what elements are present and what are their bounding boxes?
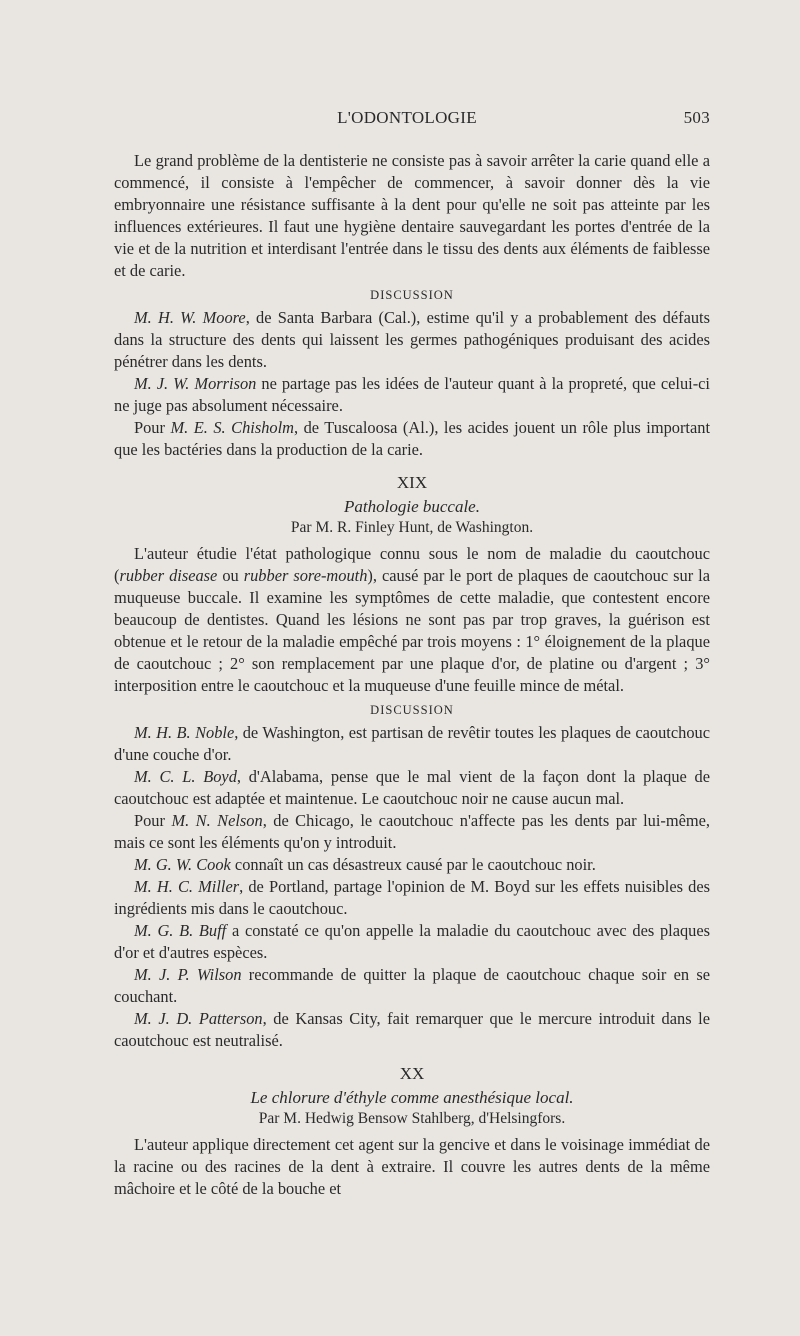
discussion-heading-2: DISCUSSION bbox=[370, 703, 454, 717]
discussion-heading-1: DISCUSSION bbox=[370, 288, 454, 302]
discussion2-item-2: M. C. L. Boyd, d'Alabama, pense que le mal vient de la façon dont la plaque de caoutchouc est adaptée et maintenue. Le caoutchouc noir ne cause aucun mal. bbox=[114, 767, 710, 808]
speaker-name: M. E. S. Chisholm bbox=[170, 418, 294, 437]
section19-body: L'auteur étudie l'état pathologique connu sous le nom de maladie du caoutchouc (rubber disease ou rubber sore-mouth), causé par le port de plaques de caoutchouc sur la muqueuse buccale. Il examine les symptômes de cette maladie, que contestent encore beaucoup de dentistes. Quand les lésions ne sont pas par trop graves, la guérison est obtenue et le retour de la maladie empêché par trois moyens : 1° éloignement de la plaque de caoutchouc ; 2° son remplacement par une plaque d'or, de platine ou d'argent ; 3° interposition entre le caoutchouc et la muqueuse d'une feuille mince de métal. bbox=[114, 544, 710, 695]
discussion2-item-6: M. G. B. Buff a constaté ce qu'on appelle la maladie du caoutchouc avec des plaques d'or et d'autres espèces. bbox=[114, 921, 711, 962]
speaker-name: M. H. W. Moore bbox=[134, 308, 246, 327]
discussion2-item-7: M. J. P. Wilson recommande de quitter la plaque de caoutchouc chaque soir en se couchant. bbox=[114, 965, 710, 1006]
section-title-19: Pathologie buccale. bbox=[344, 497, 480, 516]
section-number-19: XIX bbox=[396, 473, 428, 492]
journal-title: L'ODONTOLOGIE bbox=[337, 108, 477, 127]
discussion1-item-1: M. H. W. Moore, de Santa Barbara (Cal.), estime qu'il y a probablement des défauts dans la structure des dents qui laissent les germes pathogéniques produisant des acides pénétrer dans les dents. bbox=[114, 308, 710, 371]
section20-body: L'auteur applique directement cet agent sur la gencive et dans le voisinage immédiat de la racine ou des racines de la dent à extraire. Il couvre les autres dents de la même mâchoire et le côté de la bouche et bbox=[114, 1135, 710, 1198]
speaker-name: M. G. W. Cook bbox=[134, 855, 231, 874]
speaker-name: M. C. L. Boyd bbox=[134, 767, 237, 786]
section-byline-19: Par M. R. Finley Hunt, de Washington. bbox=[290, 519, 534, 536]
speaker-name: M. J. D. Patterson bbox=[134, 1009, 263, 1028]
discussion2-item-8: M. J. D. Patterson, de Kansas City, fait remarquer que le mercure introduit dans le caoutchouc est neutralisé. bbox=[114, 1009, 711, 1050]
page-number: 503 bbox=[683, 108, 710, 127]
discussion1-item-2: M. J. W. Morrison ne partage pas les idées de l'auteur quant à la propreté, que celui-ci ne juge pas absolument nécessaire. bbox=[114, 374, 710, 415]
section-number-20: XX bbox=[399, 1064, 425, 1083]
discussion2-item-1: M. H. B. Noble, de Washington, est partisan de revêtir toutes les plaques de caoutchouc d'une couche d'or. bbox=[114, 723, 710, 764]
speaker-name: M. H. B. Noble bbox=[134, 723, 235, 742]
speaker-name: M. J. P. Wilson bbox=[134, 965, 242, 984]
speaker-name: M. H. C. Miller bbox=[134, 877, 240, 896]
discussion2-item-4: M. G. W. Cook connaît un cas désastreux causé par le caoutchouc noir. bbox=[134, 855, 596, 874]
discussion1-item-3: Pour M. E. S. Chisholm, de Tuscaloosa (Al.), les acides jouent un rôle plus important que les bactéries dans la production de la carie. bbox=[114, 418, 710, 459]
speaker-name: M. N. Nelson bbox=[171, 811, 263, 830]
intro-paragraph: Le grand problème de la dentisterie ne consiste pas à savoir arrêter la carie quand elle a commencé, il consiste à l'empêcher de commencer, à savoir donner dès la vie embryonnaire une résistance suffisante à la dent pour qu'elle ne soit pas atteinte par les influences extérieures. Il faut une hygiène dentaire sauvegardant les portes d'entrée de la vie et de la nutrition et interdisant l'entrée dans le tissu des dents aux éléments de faiblesse et de carie. bbox=[114, 151, 710, 280]
speaker-name: M. J. W. Morrison bbox=[134, 374, 257, 393]
speaker-name: M. G. B. Buff bbox=[134, 921, 227, 940]
discussion2-item-3: Pour M. N. Nelson, de Chicago, le caoutchouc n'affecte pas les dents par lui-même, mais ce sont les éléments qu'on y introduit. bbox=[114, 811, 711, 852]
section-byline-20: Par M. Hedwig Bensow Stahlberg, d'Helsingfors. bbox=[258, 1110, 566, 1127]
running-header bbox=[114, 108, 710, 128]
section-title-20: Le chlorure d'éthyle comme anesthésique local. bbox=[250, 1088, 574, 1107]
discussion2-item-5: M. H. C. Miller, de Portland, partage l'opinion de M. Boyd sur les effets nuisibles des ingrédients mis dans le caoutchouc. bbox=[114, 877, 710, 918]
